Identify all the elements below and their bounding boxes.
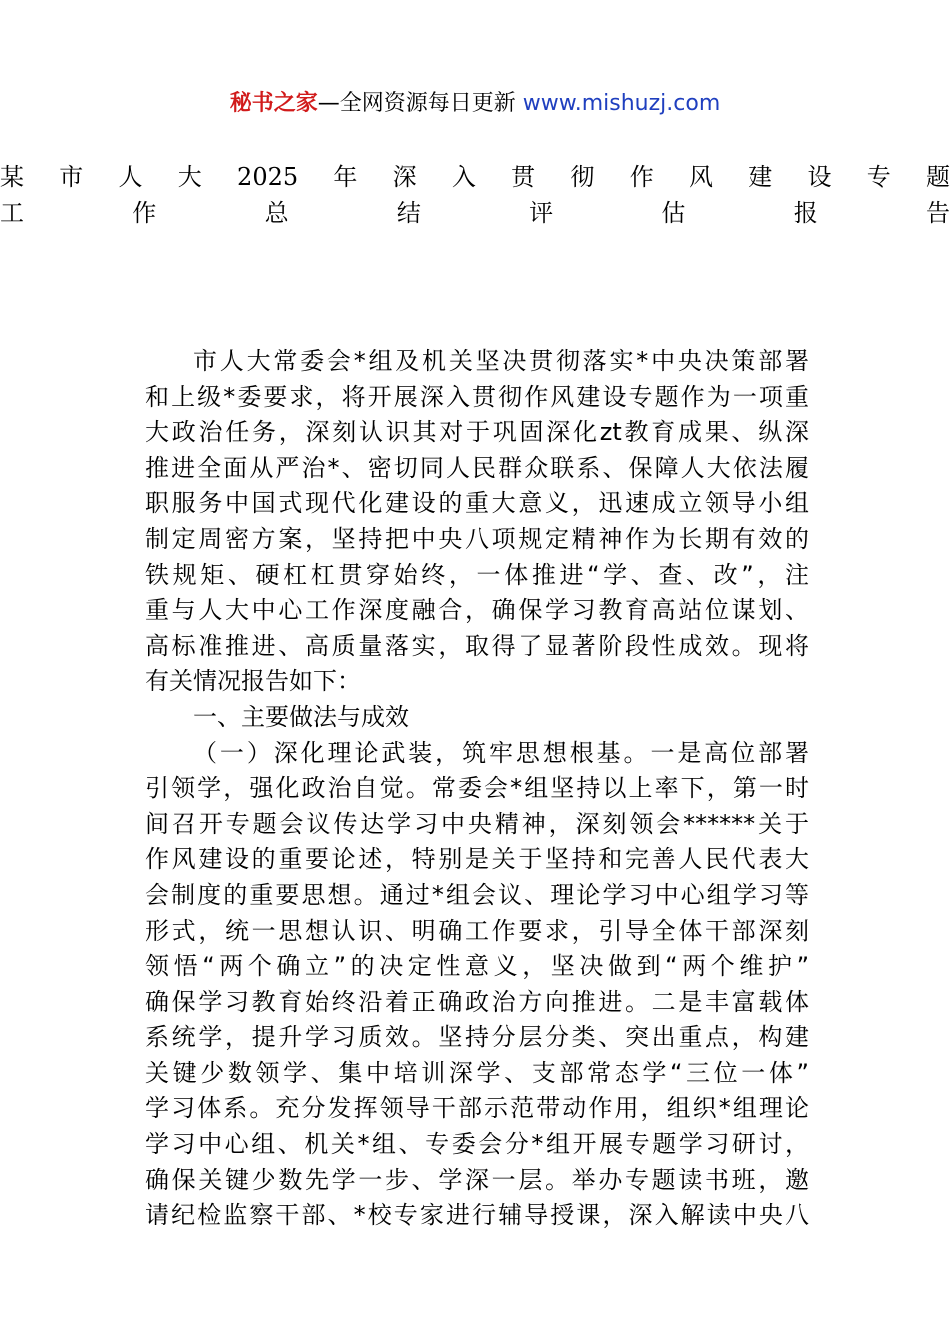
paragraph-line: 市人大常委会*组及机关坚决贯彻落实*中央决策部署 [193,347,809,375]
site-brand: 秘书之家 [229,91,318,116]
document-title [0,160,950,231]
paragraph-line: 重与人大中心工作深度融合，确保学习教育高站位谋划、 [145,596,809,625]
paragraph-line: 领悟“两个确立”的决定性意义，坚决做到“两个维护” [145,952,809,981]
paragraph-line: 引领学，强化政治自觉。常委会*组坚持以上率下，第一时 [145,774,809,803]
paragraph-line: 确保学习教育始终沿着正确政治方向推进。二是丰富载体 [145,987,809,1016]
site-tagline: —全网资源每日更新 [317,91,523,116]
paragraph-line: 关键少数领学、集中培训深学、支部常态学“三位一体” [145,1058,809,1087]
paragraph-line: 高标准推进、高质量落实，取得了显著阶段性成效。现将 [145,631,809,660]
paragraph-line: （一）深化理论武装，筑牢思想根基。一是高位部署 [193,738,809,767]
paragraph-line: 推进全面从严治*、密切同人民群众联系、保障人大依法履 [145,453,809,482]
paragraph-line: 制定周密方案，坚持把中央八项规定精神作为长期有效的 [145,524,809,553]
paragraph-line: 有关情况报告如下： [145,667,361,696]
paragraph-line: 间召开专题会议传达学习中央精神，深刻领会******关于 [145,809,809,838]
paragraph-line: 学习中心组、机关*组、专委会分*组开展专题学习研讨， [145,1130,809,1159]
site-url-link[interactable]: www.mishuzj.com [522,91,721,116]
site-header [0,86,950,122]
paragraph-line: 职服务中国式现代化建设的重大意义，迅速成立领导小组 [145,489,809,518]
paragraph-line: 学习体系。充分发挥领导干部示范带动作用，组织*组理论 [145,1094,809,1123]
document-body [145,344,809,1234]
title-line: 工作总结评估报告 [0,198,950,227]
paragraph-line: 确保关键少数先学一步、学深一层。举办专题读书班，邀 [145,1165,809,1194]
paragraph-line: 大政治任务，深刻认识其对于巩固深化zt教育成果、纵深 [145,418,809,447]
paragraph-line: 作风建设的重要论述，特别是关于坚持和完善人民代表大 [145,845,809,874]
paragraph-line: 请纪检监察干部、*校专家进行辅导授课，深入解读中央八 [145,1201,809,1230]
paragraph-line: 和上级*委要求，将开展深入贯彻作风建设专题作为一项重 [145,382,809,411]
paragraph-line: 铁规矩、硬杠杠贯穿始终，一体推进“学、查、改”，注 [145,560,809,589]
paragraph-line: 系统学，提升学习质效。坚持分层分类、突出重点，构建 [145,1023,809,1052]
paragraph-line: 形式，统一思想认识、明确工作要求，引导全体干部深刻 [145,916,809,945]
section-heading: 一、主要做法与成效 [193,702,409,731]
paragraph-line: 会制度的重要思想。通过*组会议、理论学习中心组学习等 [145,880,809,909]
title-line: 某市人大2025年深入贯彻作风建设专题 [0,163,950,191]
